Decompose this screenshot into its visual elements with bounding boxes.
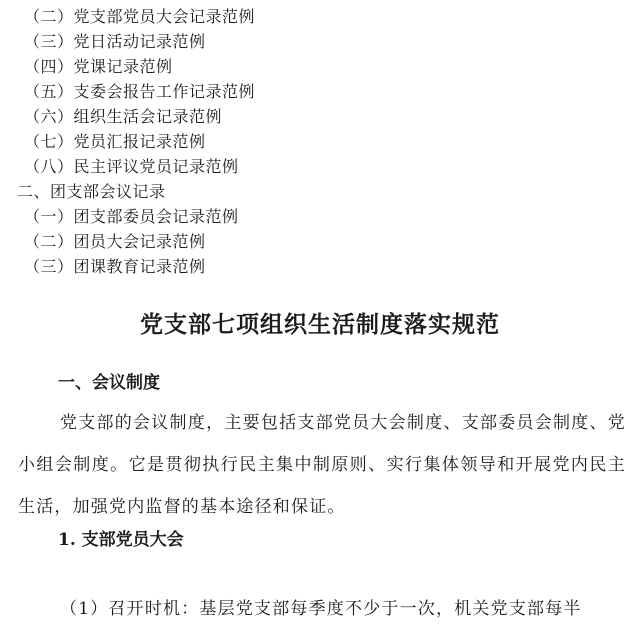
toc-item: （四）党课记录范例 (24, 57, 173, 76)
toc-item: （七）党员汇报记录范例 (24, 132, 206, 151)
section-heading: 一、会议制度 (58, 373, 160, 393)
toc-item: （一）团支部委员会记录范例 (24, 207, 239, 226)
document-title: 党支部七项组织生活制度落实规范 (140, 312, 500, 338)
toc-item: （三）党日活动记录范例 (24, 32, 206, 51)
table-of-contents (0, 4, 640, 279)
toc-item: （三）团课教育记录范例 (24, 257, 206, 276)
toc-item: （六）组织生活会记录范例 (24, 107, 223, 126)
subsection-heading: 1. 支部党员大会 (58, 530, 184, 550)
section-paragraph: 党支部的会议制度，主要包括支部党员大会制度、支部委员会制度、党小组会制度。它是贯彻执行民主集中制原则、实行集体领导和开展党内民主生活，加强党内监督的基本途径和保证。 (18, 413, 626, 517)
toc-item: （五）支委会报告工作记录范例 (24, 82, 256, 101)
toc-section: 二、团支部会议记录 (17, 182, 166, 201)
toc-item: （八）民主评议党员记录范例 (24, 157, 239, 176)
subsection-paragraph: （1）召开时机：基层党支部每季度不少于一次，机关党支部每半 (60, 599, 582, 619)
toc-item: （二）团员大会记录范例 (24, 232, 206, 251)
toc-item: （二）党支部党员大会记录范例 (24, 7, 256, 26)
